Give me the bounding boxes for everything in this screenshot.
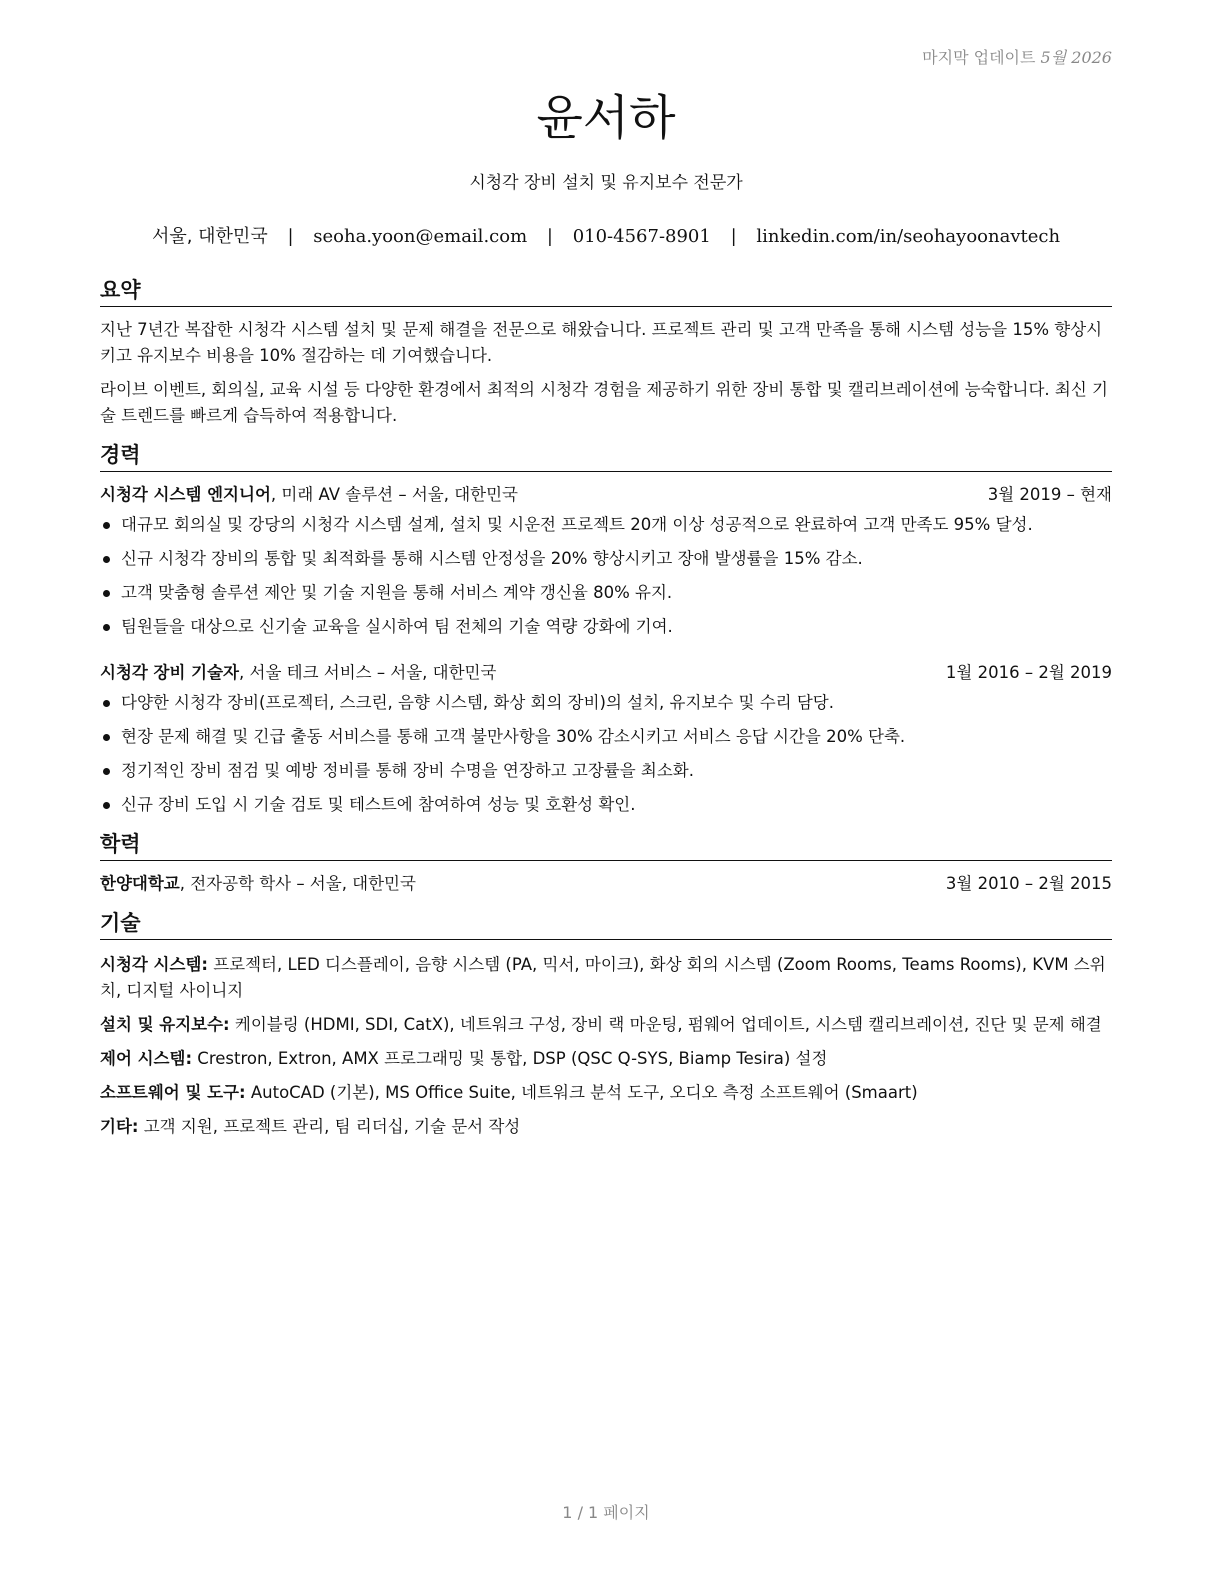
job-dates: 1월 2016 – 2월 2019: [945, 663, 1112, 682]
job-bullet: 정기적인 장비 점검 및 예방 정비를 통해 장비 수명을 연장하고 고장률을 최소화.: [100, 758, 1112, 784]
skill-value: 케이블링 (HDMI, SDI, CatX), 네트워크 구성, 장비 랙 마운팅, 펌웨어 업데이트, 시스템 캘리브레이션, 진단 및 문제 해결: [229, 1015, 1102, 1034]
last-updated: [922, 45, 1112, 68]
skill-row: [100, 1012, 1112, 1038]
person-name: 윤서하: [536, 90, 676, 146]
education-detail: , 전자공학 학사 – 서울, 대한민국: [179, 874, 416, 893]
section-title-skills: 기술: [100, 909, 1112, 940]
job-entry: [100, 482, 1112, 640]
job-title-line: [100, 482, 518, 508]
education-entry: [100, 871, 1112, 897]
job-bullet: 고객 맞춤형 솔루션 제안 및 기술 지원을 통해 서비스 계약 갱신율 80% 유지.: [100, 580, 1112, 606]
skill-value: AutoCAD (기본), MS Office Suite, 네트워크 분석 도구, 오디오 측정 소프트웨어 (Smaart): [245, 1083, 918, 1102]
skill-label: 제어 시스템:: [100, 1049, 193, 1068]
last-updated-date: 5월 2026: [1040, 48, 1112, 67]
job-entry: [100, 660, 1112, 818]
education-school: 한양대학교: [100, 874, 180, 893]
summary-section: [100, 276, 1112, 429]
contact-email[interactable]: seoha.yoon@email.com: [313, 226, 528, 247]
contact-separator: |: [287, 226, 294, 247]
headline: 시청각 장비 설치 및 유지보수 전문가: [469, 173, 743, 193]
skill-row: [100, 1046, 1112, 1072]
job-header: [100, 660, 1112, 686]
contact-phone: 010-4567-8901: [572, 226, 711, 247]
job-company: , 서울 테크 서비스 – 서울, 대한민국: [239, 663, 497, 682]
resume-content: [100, 276, 1112, 1140]
job-bullet: 신규 장비 도입 시 기술 검토 및 테스트에 참여하여 성능 및 호환성 확인.: [100, 792, 1112, 818]
job-bullets: [100, 512, 1112, 640]
contact-separator: |: [730, 226, 737, 247]
contact-linkedin-link[interactable]: linkedin.com/in/seohayoonavtech: [756, 226, 1061, 247]
skill-row: [100, 1080, 1112, 1106]
job-header: [100, 482, 1112, 508]
skill-row: [100, 1114, 1112, 1140]
job-bullet: 팀원들을 대상으로 신기술 교육을 실시하여 팀 전체의 기술 역량 강화에 기여.: [100, 614, 1112, 640]
section-title-summary: 요약: [100, 276, 1112, 307]
summary-paragraph: 라이브 이벤트, 회의실, 교육 시설 등 다양한 환경에서 최적의 시청각 경험을 제공하기 위한 장비 통합 및 캘리브레이션에 능숙합니다. 최신 기술 트렌드를 빠르게 습득하여 적용합니다.: [100, 380, 1108, 425]
job-bullet: 현장 문제 해결 및 긴급 출동 서비스를 통해 고객 불만사항을 30% 감소시키고 서비스 응답 시간을 20% 단축.: [100, 724, 1112, 750]
skill-value: 프로젝터, LED 디스플레이, 음향 시스템 (PA, 믹서, 마이크), 화상 회의 시스템 (Zoom Rooms, Teams Rooms), KVM 스위치, 디지털 사이니지: [100, 955, 1106, 1000]
job-dates: 3월 2019 – 현재: [987, 485, 1112, 504]
skill-label: 설치 및 유지보수:: [100, 1015, 230, 1034]
experience-section: [100, 441, 1112, 818]
summary-body: [100, 317, 1112, 429]
skill-label: 기타:: [100, 1117, 139, 1136]
contact-separator: |: [546, 226, 553, 247]
resume-page: [100, 0, 1112, 1584]
job-bullets: [100, 690, 1112, 818]
job-bullet: 다양한 시청각 장비(프로젝터, 스크린, 음향 시스템, 화상 회의 장비)의 설치, 유지보수 및 수리 담당.: [100, 690, 1112, 716]
skill-row: [100, 952, 1112, 1004]
section-title-education: 학력: [100, 830, 1112, 861]
skills-section: [100, 909, 1112, 1140]
last-updated-prefix: 마지막 업데이트: [922, 48, 1036, 67]
job-role: 시청각 장비 기술자: [100, 663, 240, 682]
contact-line: [100, 224, 1112, 250]
summary-paragraph: 지난 7년간 복잡한 시청각 시스템 설치 및 문제 해결을 전문으로 해왔습니다. 프로젝트 관리 및 고객 만족을 통해 시스템 성능을 15% 향상시키고 유지보수 비용을 10% 절감하는 데 기여했습니다.: [100, 320, 1103, 365]
education-line: [100, 871, 416, 897]
section-title-experience: 경력: [100, 441, 1112, 472]
skill-value: Crestron, Extron, AMX 프로그래밍 및 통합, DSP (QSC Q-SYS, Biamp Tesira) 설정: [192, 1049, 828, 1068]
job-bullet: 대규모 회의실 및 강당의 시청각 시스템 설계, 설치 및 시운전 프로젝트 20개 이상 성공적으로 완료하여 고객 만족도 95% 달성.: [100, 512, 1112, 538]
job-role: 시청각 시스템 엔지니어: [100, 485, 271, 504]
job-bullet: 신규 시청각 장비의 통합 및 최적화를 통해 시스템 안정성을 20% 향상시키고 장애 발생률을 15% 감소.: [100, 546, 1112, 572]
skill-label: 소프트웨어 및 도구:: [100, 1083, 246, 1102]
job-title-line: [100, 660, 496, 686]
skill-label: 시청각 시스템:: [100, 955, 208, 974]
page-indicator: 1 / 1 페이지: [562, 1503, 650, 1522]
education-section: [100, 830, 1112, 897]
education-dates: 3월 2010 – 2월 2015: [945, 874, 1112, 893]
contact-location: 서울, 대한민국: [151, 226, 268, 247]
job-company: , 미래 AV 솔루션 – 서울, 대한민국: [270, 485, 518, 504]
skill-value: 고객 지원, 프로젝트 관리, 팀 리더십, 기술 문서 작성: [138, 1117, 521, 1136]
